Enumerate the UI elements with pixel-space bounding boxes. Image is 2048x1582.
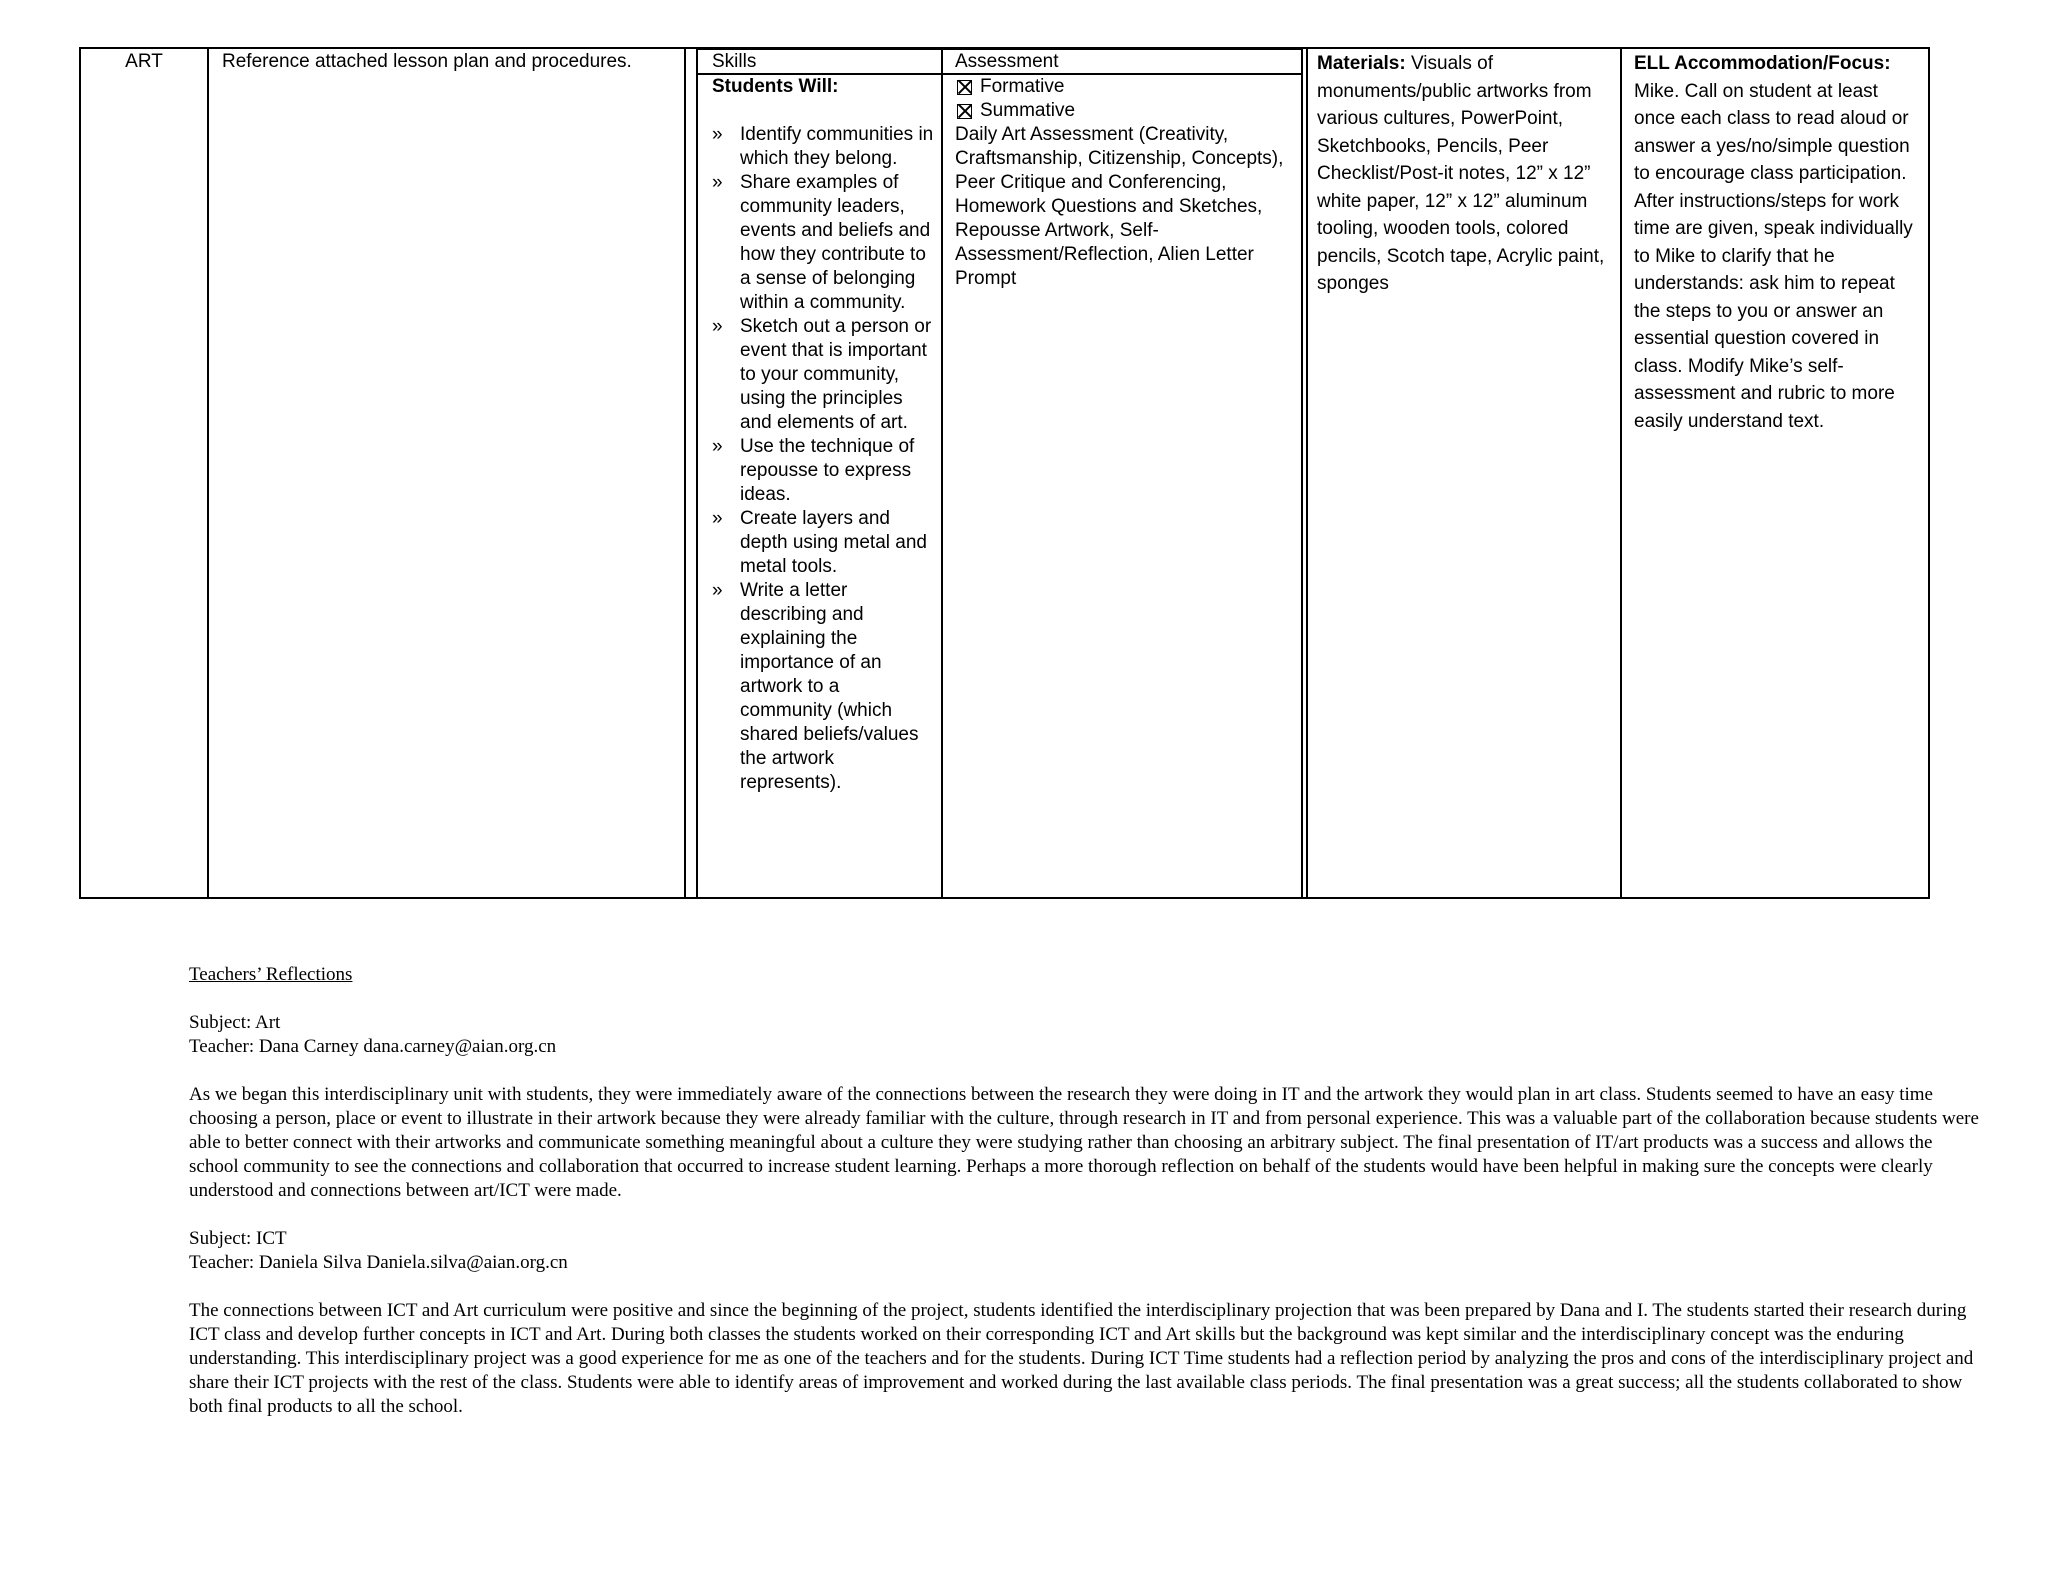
subject-label: ART (125, 51, 163, 72)
bullet-icon: » (712, 316, 723, 337)
list-item: » Write a letter describing and explaining the importance of an artwork to a community (which shared beliefs/values the artwork represents). (712, 580, 919, 793)
teachers-reflections (189, 963, 1984, 1419)
list-item: » Sketch out a person or event that is important to your community, using the principles and elements of art. (712, 316, 932, 433)
ell-label: ELL Accommodation/Focus: (1634, 53, 1891, 74)
art-teacher: Teacher: Dana Carney dana.carney@aian.org.cn (189, 1036, 557, 1057)
assessment-details: Daily Art Assessment (Creativity, Craftsmanship, Citizenship, Concepts), Peer Critique and Conferencing, Homework Questions and Sketches, Repousse Artwork, Self-Assessment/Reflection, Alien Letter Prompt (955, 124, 1284, 289)
ict-teacher: Teacher: Daniela Silva Daniela.silva@aian.org.cn (189, 1252, 568, 1273)
materials-text: Visuals of monuments/public artworks from various cultures, PowerPoint, Sketchbooks, Pencils, Peer Checklist/Post-it notes, 12” x 12” white paper, 12” x 12” aluminum tooling, wooden tools, colored pencils, Scotch tape, Acrylic paint, sponges (1317, 53, 1605, 294)
bullet-icon: » (712, 172, 723, 193)
assessment-header: Assessment (955, 51, 1059, 72)
ict-subject: Subject: ICT (189, 1228, 287, 1249)
formative-label: Formative (980, 76, 1065, 97)
materials-label: Materials: (1317, 53, 1406, 74)
ict-reflection-body: The connections between ICT and Art curriculum were positive and since the beginning of the project, students identified the interdisciplinary projection that was been prepared by Dana and I. The students started their research during ICT class and develop further concepts in ICT and Art. During both classes the students worked on their corresponding ICT and Art skills but the background was kept similar and the interdisciplinary concept was the enduring understanding. This interdisciplinary project was a good experience for me as one of the teachers and for the students. During ICT Time students had a reflection period by analyzing the pros and cons of the interdisciplinary project and share their ICT projects with the rest of the class. Students were able to identify areas of improvement and worked during the last available class periods. The final presentation was a great success; all the students collaborated to show both final products to all the school. (189, 1300, 1974, 1417)
bullet-icon: » (712, 580, 723, 601)
students-will-heading: Students Will: (712, 76, 839, 97)
art-reflection-body: As we began this interdisciplinary unit with students, they were immediately aware of the connections between the research they were doing in IT and the artwork they would plan in art class. Students seemed to have an easy time choosing a person, place or event to illustrate in their artwork because they were already familiar with the culture, through research in IT and from personal experience. This was a valuable part of the collaboration because students were able to better connect with their artworks and communicate something meaningful about a culture they were studying rather than choosing an arbitrary subject. The final presentation of IT/art products was a success and allows the school community to see the connections and collaboration that occurred to increase student learning. Perhaps a more thorough reflection on behalf of the students would have been helpful in making sure the concepts were clearly understood and connections between art/ICT were made. (189, 1084, 1979, 1201)
formative-row (955, 75, 1295, 99)
assessment-cell (955, 75, 1295, 291)
list-item: » Create layers and depth using metal and metal tools. (712, 508, 927, 577)
skills-cell (712, 75, 934, 795)
column-divider (684, 47, 686, 899)
subject-cell (80, 50, 208, 74)
summative-row (955, 99, 1295, 123)
materials-cell (1317, 50, 1617, 298)
reference-cell (222, 50, 672, 74)
reflections-title: Teachers’ Reflections (189, 964, 353, 985)
bullet-icon: » (712, 124, 723, 145)
ell-text: Mike. Call on student at least once each class to read aloud or answer a yes/no/simple question to encourage class participation. After instructions/steps for work time are given, speak individually to Mike to clarify that he understands: ask him to repeat the steps to you or answer an essential question covered in class. Modify Mike’s self-assessment and rubric to more easily understand text. (1634, 80, 1913, 432)
art-subject: Subject: Art (189, 1012, 281, 1033)
column-divider (1306, 47, 1308, 899)
column-divider (1620, 47, 1622, 899)
column-divider (207, 47, 209, 899)
skills-list (712, 123, 934, 795)
inner-column-divider (941, 48, 943, 899)
skills-header: Skills (712, 51, 757, 72)
bullet-icon: » (712, 508, 723, 529)
bullet-icon: » (712, 436, 723, 457)
ell-cell (1634, 50, 1924, 435)
list-item: » Share examples of community leaders, events and beliefs and how they contribute to a sense of belonging within a community. (712, 172, 931, 313)
reference-text: Reference attached lesson plan and procedures. (222, 51, 632, 72)
list-item: » Use the technique of repousse to express ideas. (712, 436, 915, 505)
checked-box-icon (957, 80, 972, 95)
checked-box-icon (957, 104, 972, 119)
summative-label: Summative (980, 100, 1076, 121)
list-item: » Identify communities in which they belong. (712, 124, 934, 169)
